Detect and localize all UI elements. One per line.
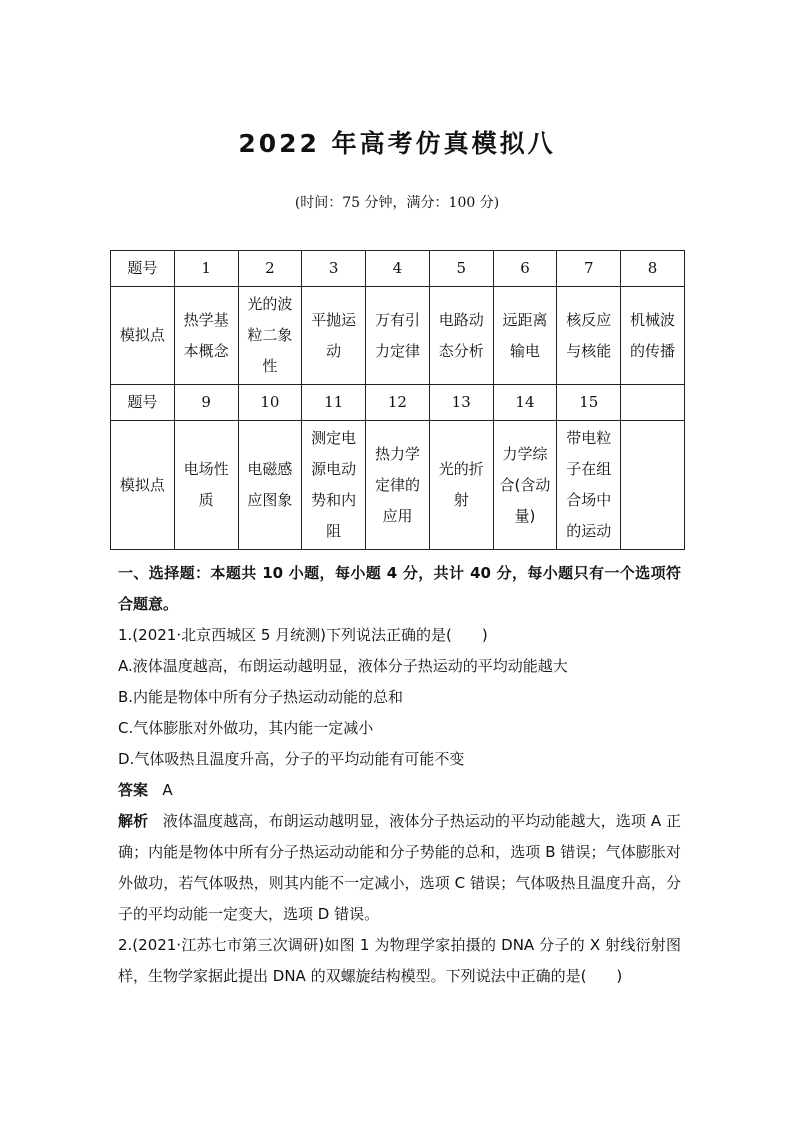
answer-line: [118, 775, 681, 806]
table-row: [111, 421, 685, 550]
topic-cell: 机械波的传播: [621, 287, 685, 385]
row-header: 题号: [111, 385, 175, 421]
question-number: 10: [238, 385, 302, 421]
answer-value: A: [162, 781, 173, 799]
analysis-paragraph: [118, 806, 681, 930]
topic-cell: 测定电源电动势和内阻: [302, 421, 366, 550]
answer-label: 答案: [118, 781, 149, 799]
topic-cell: 光的波粒二象性: [238, 287, 302, 385]
topic-cell: [621, 421, 685, 550]
section-heading: 一、选择题：本题共 10 小题，每小题 4 分，共计 40 分，每小题只有一个选项符合题意。: [118, 564, 681, 613]
topic-cell: 热学基本概念: [174, 287, 238, 385]
row-header: 模拟点: [111, 421, 175, 550]
question-number: 8: [621, 251, 685, 287]
question-number: 2: [238, 251, 302, 287]
topic-cell: 光的折射: [429, 421, 493, 550]
analysis-label: 解析: [118, 812, 149, 830]
question-number: 5: [429, 251, 493, 287]
question-number: 11: [302, 385, 366, 421]
topic-cell: 电路动态分析: [429, 287, 493, 385]
option-b: B.内能是物体中所有分子热运动动能的总和: [118, 688, 404, 706]
option-a: A.液体温度越高，布朗运动越明显，液体分子热运动的平均动能越大: [118, 657, 568, 675]
question-content: [118, 558, 681, 992]
topic-cell: 力学综合(含动量): [493, 421, 557, 550]
row-header: 模拟点: [111, 287, 175, 385]
topic-cell: 带电粒子在组合场中的运动: [557, 421, 621, 550]
question-number: 4: [366, 251, 430, 287]
question-number: 3: [302, 251, 366, 287]
topic-cell: 万有引力定律: [366, 287, 430, 385]
question-number: 12: [366, 385, 430, 421]
option-d: D.气体吸热且温度升高，分子的平均动能有可能不变: [118, 750, 465, 768]
table-row: [111, 385, 685, 421]
option-c: C.气体膨胀对外做功，其内能一定减小: [118, 719, 374, 737]
question-number: [621, 385, 685, 421]
question-number: 1: [174, 251, 238, 287]
question-number: 14: [493, 385, 557, 421]
question-stem: 1.(2021·北京西城区 5 月统测)下列说法正确的是( ): [118, 626, 488, 644]
question-number: 9: [174, 385, 238, 421]
topic-cell: 电场性质: [174, 421, 238, 550]
topic-cell: 电磁感应图象: [238, 421, 302, 550]
topic-cell: 热力学定律的应用: [366, 421, 430, 550]
topic-cell: 核反应与核能: [557, 287, 621, 385]
question-number: 6: [493, 251, 557, 287]
table-row: [111, 251, 685, 287]
question-stem: 2.(2021·江苏七市第三次调研)如图 1 为物理学家拍摄的 DNA 分子的 X 射线衍射图样，生物学家据此提出 DNA 的双螺旋结构模型。下列说法中正确的是( ): [118, 936, 681, 985]
question-number: 7: [557, 251, 621, 287]
table-row: [111, 287, 685, 385]
topic-table: [110, 250, 685, 550]
analysis-text: 液体温度越高，布朗运动越明显，液体分子热运动的平均动能越大，选项 A 正确；内能是物体中所有分子热运动动能和分子势能的总和，选项 B 错误；气体膨胀对外做功，若气体吸热，则其内能不一定减小，选项 C 错误；气体吸热且温度升高，分子的平均动能一定变大，选项 D 错误。: [118, 812, 681, 923]
exam-info: (时间：75 分钟，满分：100 分): [294, 195, 500, 211]
topic-cell: 平抛运动: [302, 287, 366, 385]
row-header: 题号: [111, 251, 175, 287]
question-number: 15: [557, 385, 621, 421]
question-number: 13: [429, 385, 493, 421]
topic-cell: 远距离输电: [493, 287, 557, 385]
page-title: 2022 年高考仿真模拟八: [238, 129, 556, 158]
